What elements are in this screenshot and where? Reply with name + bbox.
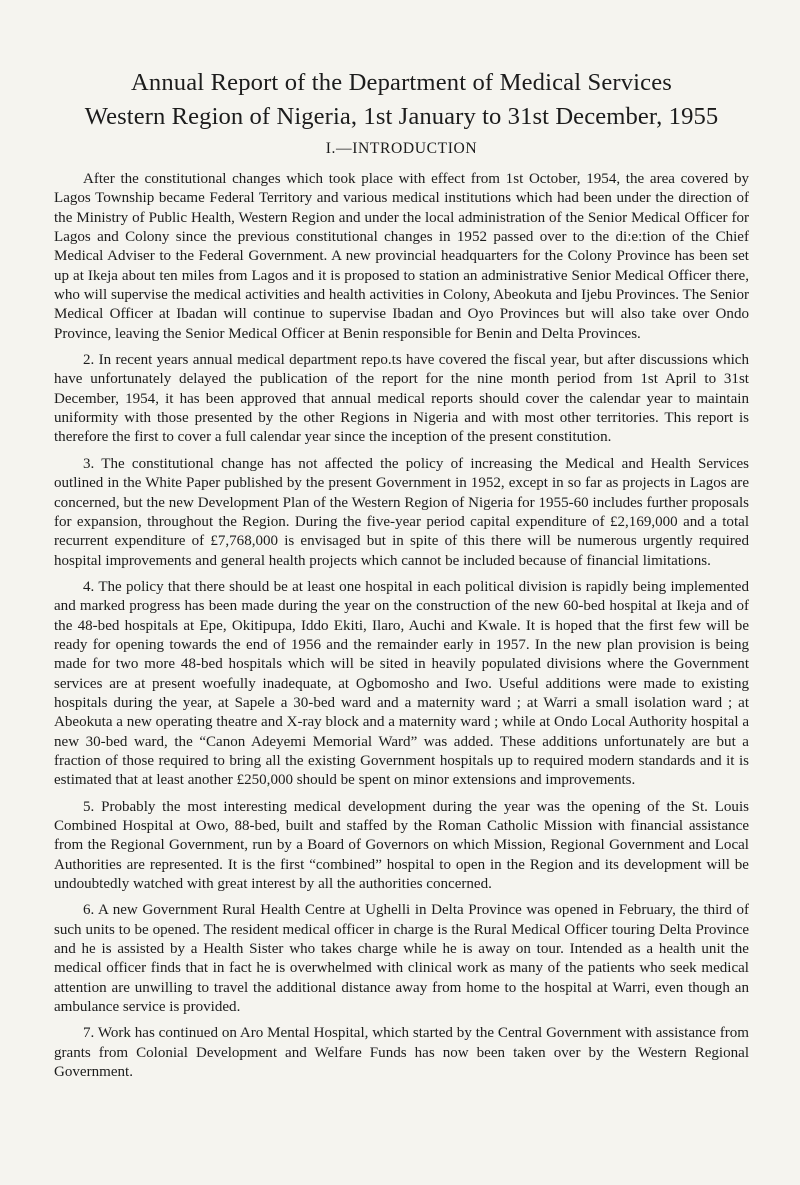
paragraph-4: 4. The policy that there should be at least one hospital in each political division is rapidly being implemented and marked progress has been made during the year on the construction of the new 60-bed hospital at Ikeja and of the 48-bed hospitals at Epe, Okitipupa, Iddo Ekiti, Ilaro, Auchi and Kwale. It is hoped that the first few will be ready for opening towards the end of 1956 and the remainder early in 1957. In the new plan provision is being made for two more 48-bed hospitals which will be sited in heavily populated divisions where the Government services are at present woefully inadequate, at Ogbomosho and Iwo. Useful additions were made to existing hospitals during the year, at Sapele a 30-bed ward and a maternity ward ; at Warri a small isolation ward ; at Abeokuta a new operating theatre and X-ray block and a maternity ward ; while at Ondo Local Authority hospital a new 30-bed ward, the “Canon Adeyemi Memorial Ward” was added. These additions unfortunately are but a fraction of those required to bring all the existing Government hospitals up to required modern standards and it is estimated that at least another £250,000 should be spent on minor extensions and improvements. xyxy=(54,578,749,789)
paragraph-3: 3. The constitutional change has not affected the policy of increasing the Medical and Health Services outlined in the White Paper published by the present Government in 1952, except in so far as projects in Lagos are concerned, but the new Development Plan of the Western Region of Nigeria for 1955-60 includes further proposals for expansion, throughout the Region. During the five-year period capital expenditure of £2,169,000 and a total recurrent expenditure of £7,768,000 is envisaged but in spite of this there will be numerous urgently required hospital improvements and general health projects which cannot be included because of financial limitations. xyxy=(54,455,749,569)
paragraph-6: 6. A new Government Rural Health Centre at Ughelli in Delta Province was opened in February, the third of such units to be opened. The resident medical officer in charge is the Rural Medical Officer touring Delta Province and he is assisted by a Health Sister who takes charge while he is away on tour. Intended as a health unit the medical officer finds that in fact he is overwhelmed with clinical work as many of the patients who seek medical attention are unwilling to travel the additional distance away from home to the hospital at Warri, even though an ambulance service is provided. xyxy=(54,902,749,1016)
paragraph-intro: After the constitutional changes which took place with effect from 1st October, 1954, the area covered by Lagos Township became Federal Territory and various medical institutions which had been under the direction of the Ministry of Public Health, Western Region and under the local administration of the Senior Medical Officer for Lagos and Colony since the previous constitutional changes in 1952 passed over to the di:e:tion of the Chief Medical Adviser to the Federal Government. A new provincial headquarters for the Colony Province has been set up at Ikeja about ten miles from Lagos and it is proposed to station an administrative Senior Medical Officer there, who will supervise the medical activities and health activities in Colony, Abeokuta and Ijebu Provinces. The Senior Medical Officer at Ibadan will continue to supervise Ibadan and Oyo Provinces but will also take over Ondo Province, leaving the Senior Medical Officer at Benin responsible for Benin and Delta Provinces. xyxy=(54,171,749,342)
report-title: Annual Report of the Department of Medical Services xyxy=(130,69,673,96)
paragraph-5: 5. Probably the most interesting medical development during the year was the opening of the St. Louis Combined Hospital at Owo, 88-bed, built and staffed by the Roman Catholic Mission with financial assistance from the Regional Government, run by a Board of Governors on which Mission, Regional Government and Local Authorities are represented. It is the first “combined” hospital to open in the Region and its development will be undoubtedly watched with great interest by all the authorities concerned. xyxy=(54,798,749,893)
paragraph-2: 2. In recent years annual medical department repo.ts have covered the fiscal year, but after discussions which have unfortunately delayed the publication of the report for the nine month period from 1st April to 31st December, 1954, it has been approved that annual medical reports should cover the calendar year to maintain uniformity with those presented by the other Regions in Nigeria and with most other territories. This report is therefore the first to cover a full calendar year since the inception of the present constitution. xyxy=(54,352,749,446)
section-heading: I.—INTRODUCTION xyxy=(325,140,478,157)
paragraph-7: 7. Work has continued on Aro Mental Hospital, which started by the Central Government with assistance from grants from Colonial Development and Welfare Funds has now been taken over by the Western Regional Government. xyxy=(54,1025,749,1081)
report-subtitle: Western Region of Nigeria, 1st January to 31st December, 1955 xyxy=(84,103,719,130)
